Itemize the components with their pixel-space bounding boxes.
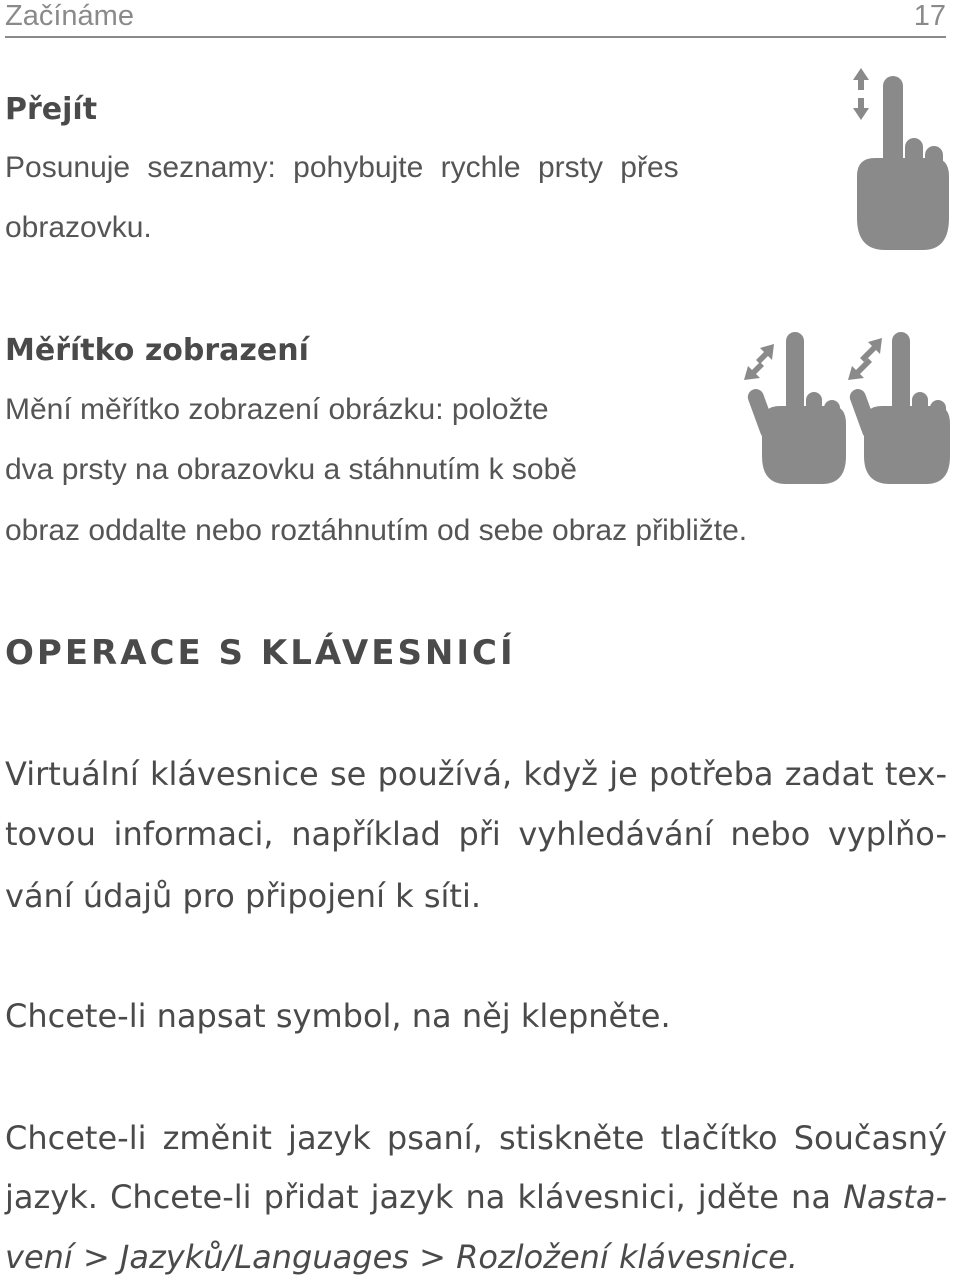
zoom-title: Měřítko zobrazení (5, 333, 309, 368)
keyboard-p3-line-1: Chcete-li změnit jazyk psaní, stiskněte tlačítko Současný (5, 1119, 947, 1157)
spread-hand-icon (846, 328, 954, 488)
swipe-line-2: obrazovku. (5, 211, 152, 244)
zoom-line-3: obraz oddalte nebo roztáhnutím od sebe obraz přibližte. (5, 514, 748, 547)
page-header (5, 0, 946, 38)
settings-path-part-2: vení > Jazyků/Languages > Rozložení klávesnice. (5, 1238, 798, 1276)
keyboard-p1-line-2: tovou informaci, například při vyhledávání nebo vyplňo- (5, 815, 947, 853)
settings-path-part-1: Nasta- (843, 1178, 947, 1216)
section-heading: OPERACE S KLÁVESNICÍ (5, 633, 516, 673)
pinch-hand-icon (740, 328, 852, 488)
keyboard-p2: Chcete-li napsat symbol, na něj klepněte. (5, 997, 671, 1035)
keyboard-p1-line-3: vání údajů pro připojení k síti. (5, 877, 481, 915)
section-title: Začínáme (5, 0, 134, 32)
keyboard-p1-line-1: Virtuální klávesnice se používá, když je potřeba zadat tex- (5, 755, 947, 793)
swipe-title: Přejít (5, 92, 98, 127)
zoom-line-1: Mění měřítko zobrazení obrázku: položte (5, 393, 549, 426)
zoom-line-2: dva prsty na obrazovku a stáhnutím k sobě (5, 453, 577, 486)
swipe-line-1: Posunuje seznamy: pohybujte rychle prsty přes (5, 151, 679, 184)
keyboard-p3-line-2-text: jazyk. Chcete-li přidat jazyk na klávesnici, jděte na (5, 1178, 844, 1216)
page-number: 17 (913, 0, 946, 32)
keyboard-p3-line-2 (5, 1178, 947, 1216)
swipe-vertical-hand-icon (845, 68, 955, 253)
